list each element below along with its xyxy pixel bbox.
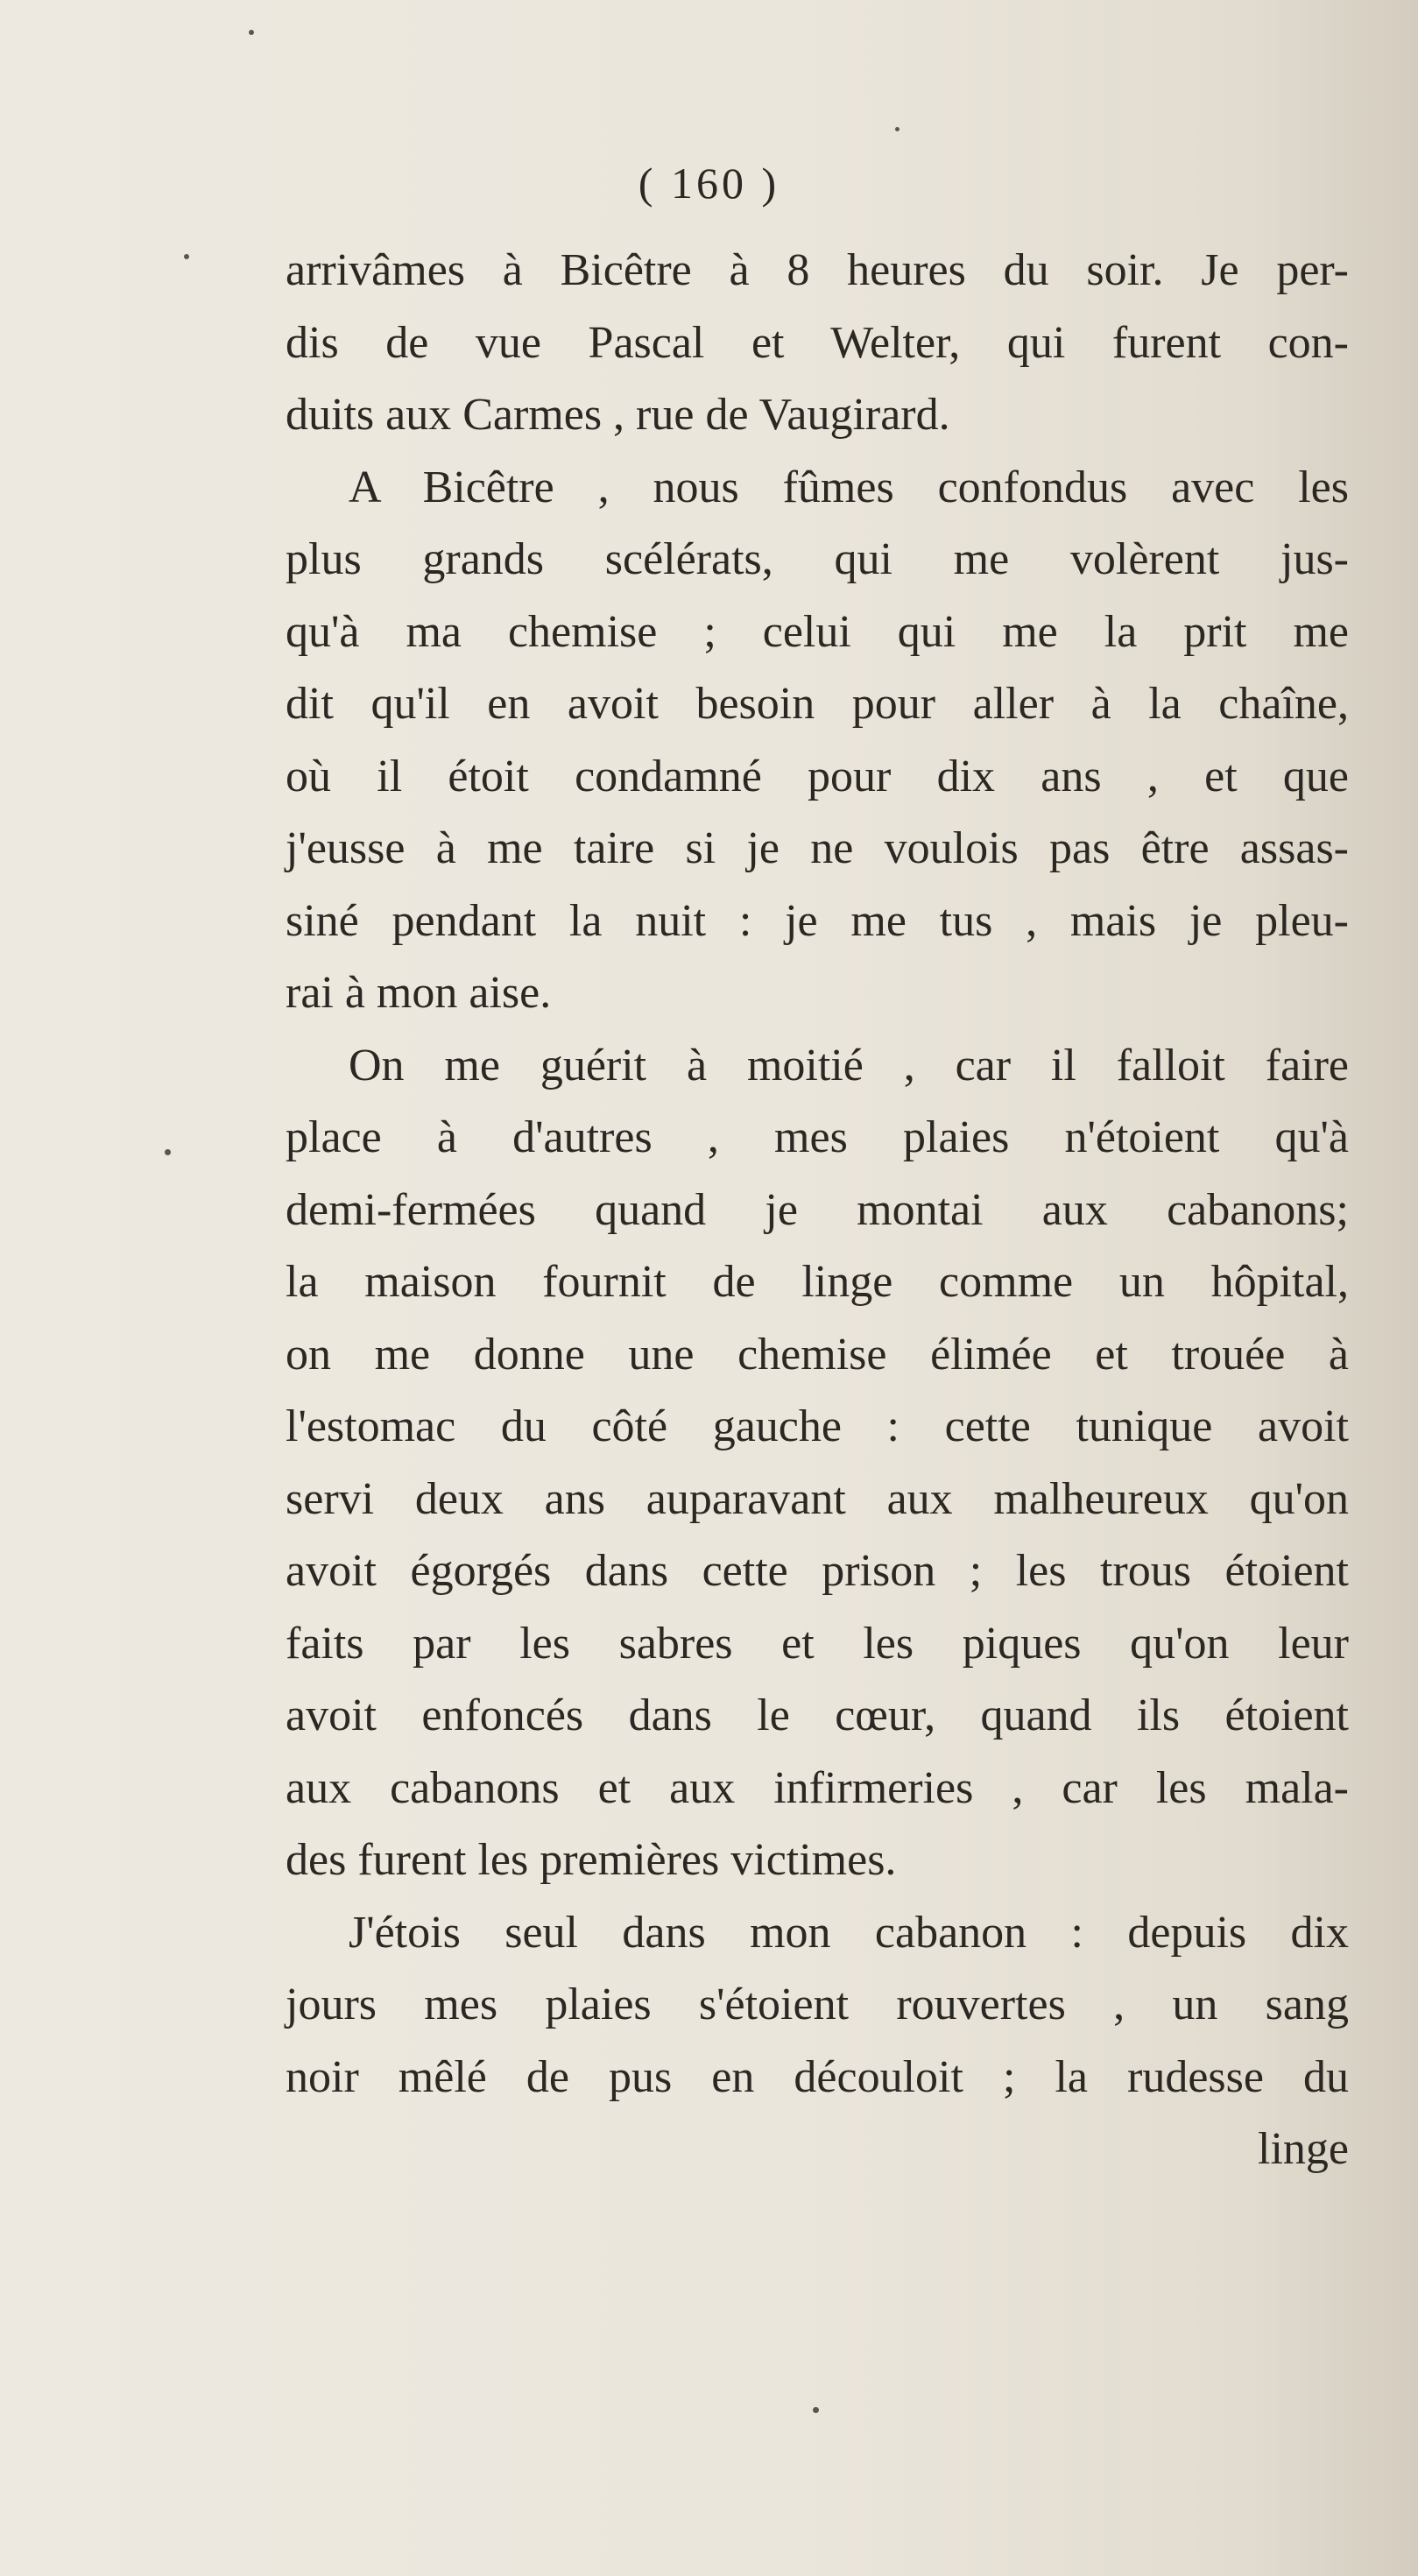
text-line: dis de vue Pascal et Welter, qui furent con- [286, 317, 1349, 368]
paper-speck [184, 254, 189, 259]
text-line: noir mêlé de pus en découloit ; la rudesse du [286, 2051, 1349, 2102]
text-line: j'eusse à me taire si je ne voulois pas être assas- [286, 823, 1349, 873]
text-line: plus grands scélérats, qui me volèrent jus- [286, 534, 1349, 584]
text-line: duits aux Carmes , rue de Vaugirard. [286, 390, 950, 440]
text-line: A Bicêtre , nous fûmes confondus avec les [349, 462, 1349, 512]
text-line: rai à mon aise. [286, 968, 552, 1018]
text-line: la maison fournit de linge comme un hôpital, [286, 1257, 1349, 1307]
text-line: où il étoit condamné pour dix ans , et que [286, 751, 1349, 801]
text-line: avoit égorgés dans cette prison ; les trous étoient [286, 1546, 1349, 1596]
text-line: dit qu'il en avoit besoin pour aller à la chaîne, [286, 679, 1349, 729]
paper-speck [813, 2407, 819, 2413]
text-line: des furent les premières victimes. [286, 1835, 897, 1885]
text-line: siné pendant la nuit : je me tus , mais je pleu- [286, 895, 1349, 946]
body-text [286, 235, 1349, 2114]
catchword: linge [1258, 2124, 1349, 2174]
text-line: jours mes plaies s'étoient rouvertes , un sang [286, 1980, 1349, 2029]
text-line: servi deux ans auparavant aux malheureux qu'on [286, 1473, 1349, 1524]
text-line: qu'à ma chemise ; celui qui me la prit me [286, 606, 1349, 657]
text-line: l'estomac du côté gauche : cette tunique avoit [286, 1401, 1349, 1451]
text-line: avoit enfoncés dans le cœur, quand ils étoient [286, 1690, 1349, 1740]
text-line: arrivâmes à Bicêtre à 8 heures du soir. Je per- [286, 245, 1349, 295]
text-line: demi-fermées quand je montai aux cabanons; [286, 1184, 1349, 1235]
page-number: ( 160 ) [638, 159, 780, 208]
text-line: place à d'autres , mes plaies n'étoient qu'à [286, 1112, 1349, 1162]
paper-speck [895, 127, 899, 131]
catchword-block [286, 2114, 1349, 2186]
text-line: faits par les sabres et les piques qu'on leur [286, 1618, 1349, 1669]
text-line: on me donne une chemise élimée et trouée à [286, 1329, 1349, 1380]
text-line: aux cabanons et aux infirmeries , car les mala- [286, 1762, 1349, 1813]
paper-speck [249, 30, 254, 35]
text-line: On me guérit à moitié , car il falloit faire [349, 1040, 1349, 1090]
paper-speck [165, 1149, 171, 1155]
text-line: J'étois seul dans mon cabanon : depuis dix [349, 1907, 1349, 1958]
